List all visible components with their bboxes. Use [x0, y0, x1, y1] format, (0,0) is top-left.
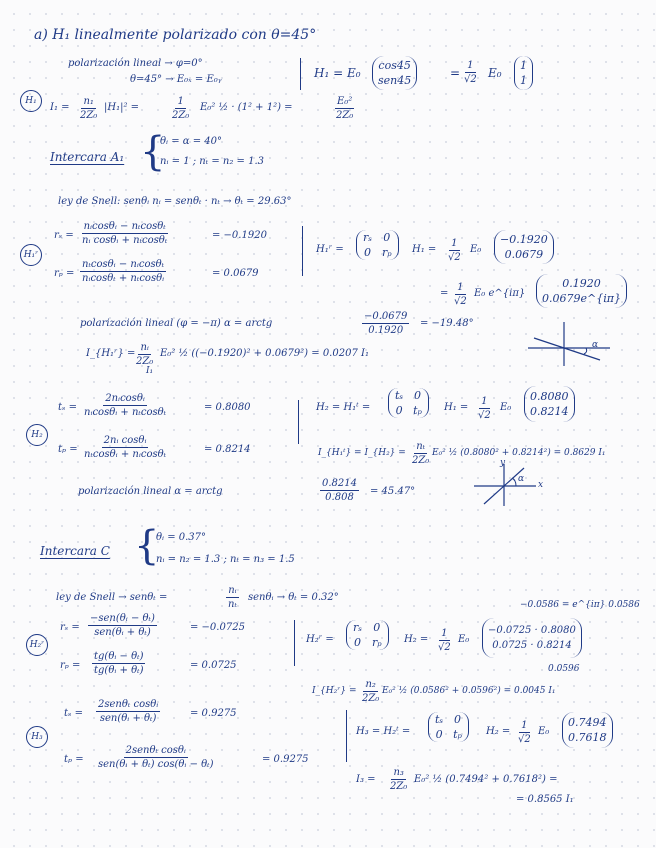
I1-mid: |H₁|² =	[104, 102, 140, 113]
h1-E0: E₀	[488, 66, 502, 80]
H3-mid: H₂ =	[486, 726, 511, 737]
one-over-sqrt2: $\frac{1}{√2}$	[448, 238, 461, 263]
rp-frac: $\frac{\text{nₜcosθᵢ − nᵢcosθₜ}}{\text{nᵢcosθₜ + nₜcosθᵢ}}$	[82, 259, 165, 284]
interface-c-line2: nᵢ = n₂ = 1.3 ; nₜ = n₃ = 1.5	[156, 554, 295, 565]
H2-mid: H₁ =	[444, 402, 469, 413]
sketch-b-x-label: x	[538, 480, 544, 490]
I2-lhs: I_{H₁ᵗ} = I_{H₂} =	[318, 448, 406, 458]
one-over-sqrt2: $\frac{1}{√2}$	[478, 396, 491, 421]
snell-law-c-pre: ley de Snell → senθₜ =	[56, 592, 168, 603]
I1-frac2: $\frac{1}{\text{2Z₀}}$	[172, 96, 190, 121]
rp-c-frac: $\frac{\text{tg(θᵢ − θₜ)}}{\text{tg(θᵢ + θₜ)}}$	[94, 651, 144, 676]
rs-c-frac: −sen(θᵢ − θₜ) sen(θᵢ + θₜ)	[90, 613, 155, 638]
ts-frac: $\frac{\text{2nᵢcosθᵢ}}{\text{nᵢcosθᵢ + nₜcosθₜ}}$	[84, 393, 167, 418]
one-over-sqrt2: $\frac{1}{√2}$	[518, 720, 531, 745]
tp-frac: $\frac{\text{2nᵢ cosθᵢ}}{\text{nₜcosθᵢ + nᵢcosθₜ}}$	[84, 435, 167, 460]
Hr2-E0: E₀ e^{iπ}	[474, 288, 526, 299]
rp-value: = 0.0679	[212, 268, 259, 279]
pol-line-2: θ=45° → E₀ₓ = E₀ᵧ	[130, 74, 222, 85]
ts-c-lhs: tₛ =	[64, 708, 83, 719]
ts-value: = 0.8080	[204, 402, 251, 413]
equals: =	[450, 66, 461, 80]
I-Hr-c-lhs: I_{H₂ʳ} =	[312, 686, 357, 696]
ts-c-value: = 0.9275	[190, 708, 237, 719]
snell-law-c-post: senθᵢ → θₜ = 0.32°	[248, 592, 339, 603]
bracket	[302, 226, 303, 276]
Hr-c-bottom-note: 0.0596	[548, 664, 580, 674]
equals: =	[440, 288, 449, 299]
tp-c-value: = 0.9275	[262, 754, 309, 765]
Hr-c-E0: E₀	[458, 634, 470, 645]
interface-a-label: Intercara A₁	[50, 150, 125, 164]
I1-lhs: I₁ =	[50, 102, 70, 113]
I-Hr-frac: $\frac{\text{nᵢ}}{\text{2Z₀}}$	[136, 342, 154, 367]
pol-line-1: polarización lineal → φ=0°	[68, 58, 203, 69]
I-Hr-c-tail: E₀² ½ (0.0586² + 0.0596²) = 0.0045 I₁	[382, 686, 556, 696]
one-over-sqrt2: $\frac{1}{√2}$	[464, 60, 477, 85]
pol2-value: = 45.47°	[370, 486, 416, 497]
I1-tail: E₀² ½ · (1² + 1²) =	[200, 102, 293, 113]
I3-frac: $\frac{\text{n₃}}{\text{2Z₀}}$	[390, 767, 408, 792]
rs-c-value: = −0.0725	[190, 622, 245, 633]
H2-vector: 0.8080 0.8214	[524, 386, 575, 422]
I-Hr-lhs: I_{H₁ʳ} =	[86, 348, 136, 359]
rp-lhs: rₚ =	[54, 268, 75, 279]
rs-value: = −0.1920	[212, 230, 267, 241]
snell-law-a: ley de Snell: senθᵢ nᵢ = senθₜ · nₜ → θₜ = 29.63°	[58, 196, 292, 207]
circle-label-h2r: H₂ʳ	[26, 634, 48, 656]
H3-E0: E₀	[538, 726, 550, 737]
ts-lhs: tₛ =	[58, 402, 77, 413]
polarization-sketch-a	[524, 318, 614, 368]
h1-eq: H₁ = E₀	[314, 66, 361, 80]
tp-value: = 0.8214	[204, 444, 251, 455]
interface-a-line1: θᵢ = α = 40°	[160, 136, 222, 147]
brace: {	[134, 523, 160, 569]
pol-a-frac: $\frac{-0.0679}{0.1920}$	[364, 311, 408, 336]
transmission-matrix-a: tₛ 0 0 tₚ	[388, 388, 429, 418]
brace: {	[140, 129, 166, 175]
interface-a-line2: nᵢ = 1 ; nₜ = n₂ = 1.3	[160, 156, 265, 167]
reflection-matrix-a: rₛ 0 0 rₚ	[356, 230, 399, 260]
pol2-frac: $\frac{0.8214}{0.808}$	[322, 478, 357, 503]
bracket	[294, 620, 295, 666]
Hr-c-lhs: H₂ʳ =	[306, 634, 334, 645]
tp-lhs: tₚ =	[58, 444, 78, 455]
h1-vector: cos45 sen45	[372, 56, 417, 90]
one-over-sqrt2: $\frac{1}{√2}$	[438, 628, 451, 653]
I-Hr-tail: E₀² ½ ((−0.1920)² + 0.0679²) = 0.0207 I₁	[160, 348, 369, 359]
bracket	[298, 400, 299, 444]
tp-c-frac: 2senθₜ cosθᵢ sen(θᵢ + θₜ) cos(θᵢ − θₜ)	[98, 745, 214, 770]
one-over-sqrt2: $\frac{1}{√2}$	[454, 282, 467, 307]
circle-label-h1: H₁	[20, 90, 42, 112]
transmission-matrix-c: tₛ 0 0 tₚ	[428, 712, 469, 742]
section-title: a) H₁ linealmente polarizado con θ=45°	[34, 27, 317, 43]
bracket	[346, 710, 347, 762]
H3-lhs: H₃ = H₂ᵗ =	[356, 726, 411, 737]
Hr-c-vector: −0.0725 · 0.8080 0.0725 · 0.8214	[482, 618, 582, 658]
Hr-c-mid: H₂ =	[404, 634, 429, 645]
I1-frac: $\frac{\text{n₁}}{\text{2Z₀}}$	[80, 96, 98, 121]
circle-label-h2: H₂	[26, 424, 48, 446]
interface-c-label: Intercara C	[40, 544, 110, 558]
sketch-b-y-label: y	[500, 458, 506, 468]
I3-lhs: I₃ =	[356, 774, 376, 785]
sketch-b-angle-label: α	[518, 474, 525, 484]
tp-c-lhs: tₚ =	[64, 754, 84, 765]
I2-frac: $\frac{\text{nₜ}}{\text{2Z₀}}$	[412, 441, 430, 466]
rs-c-lhs: rₛ =	[60, 622, 80, 633]
circle-label-h3: H₃	[26, 726, 48, 748]
H2-lhs: H₂ = H₁ᵗ =	[316, 402, 371, 413]
Hr2-vector: 0.1920 0.0679e^{iπ}	[536, 274, 627, 308]
rs-frac: $\frac{\text{nᵢcosθᵢ − nₜcosθₜ}}{\text{nᵢ cosθᵢ + nₜcosθₜ}}$	[82, 221, 168, 246]
H2-E0: E₀	[500, 402, 512, 413]
I1-frac3: $\frac{\text{E₀²}}{\text{2Z₀}}$	[336, 96, 354, 121]
reflection-matrix-c: rₛ 0 0 rₚ	[346, 620, 389, 650]
Hr-c-top-note: −0.0586 = e^{iπ} 0.0586	[520, 600, 640, 610]
h1-vector-normalized: 1 1	[514, 56, 533, 90]
Hr-mid: H₁ =	[412, 244, 437, 255]
Hr-vector: −0.1920 0.0679	[494, 230, 554, 264]
rs-lhs: rₛ =	[54, 230, 74, 241]
I3-result: = 0.8565 I₁	[516, 794, 574, 805]
I-Hr-under: I₁	[146, 366, 154, 376]
Hr-lhs: H₁ʳ =	[316, 244, 344, 255]
pol-a-value: = −19.48°	[420, 318, 474, 329]
I-Hr-c-frac: $\frac{\text{n₂}}{\text{2Z₀}}$	[362, 679, 380, 704]
rp-c-value: = 0.0725	[190, 660, 237, 671]
I2-tail: E₀² ½ (0.8080² + 0.8214²) = 0.8629 I₁	[432, 448, 606, 458]
interface-c-line1: θᵢ = 0.37°	[156, 532, 207, 543]
sketch-a-angle-label: α	[592, 340, 599, 350]
circle-label-h1r: H₁ʳ	[20, 244, 42, 266]
pol2: polarización lineal α = arctg	[78, 486, 223, 497]
pol-a: polarización lineal (φ = −π) α = arctg	[80, 318, 273, 329]
bracket	[300, 58, 301, 90]
Hr-E0: E₀	[470, 244, 482, 255]
snell-law-c-frac: $\frac{\text{nᵢ}}{\text{nₜ}}$	[228, 585, 237, 610]
I3-tail: E₀² ½ (0.7494² + 0.7618²) =	[414, 774, 558, 785]
rp-c-lhs: rₚ =	[60, 660, 81, 671]
H3-vector: 0.7494 0.7618	[562, 712, 613, 748]
ts-c-frac: 2senθₜ cosθᵢ sen(θᵢ + θₜ)	[98, 699, 159, 724]
